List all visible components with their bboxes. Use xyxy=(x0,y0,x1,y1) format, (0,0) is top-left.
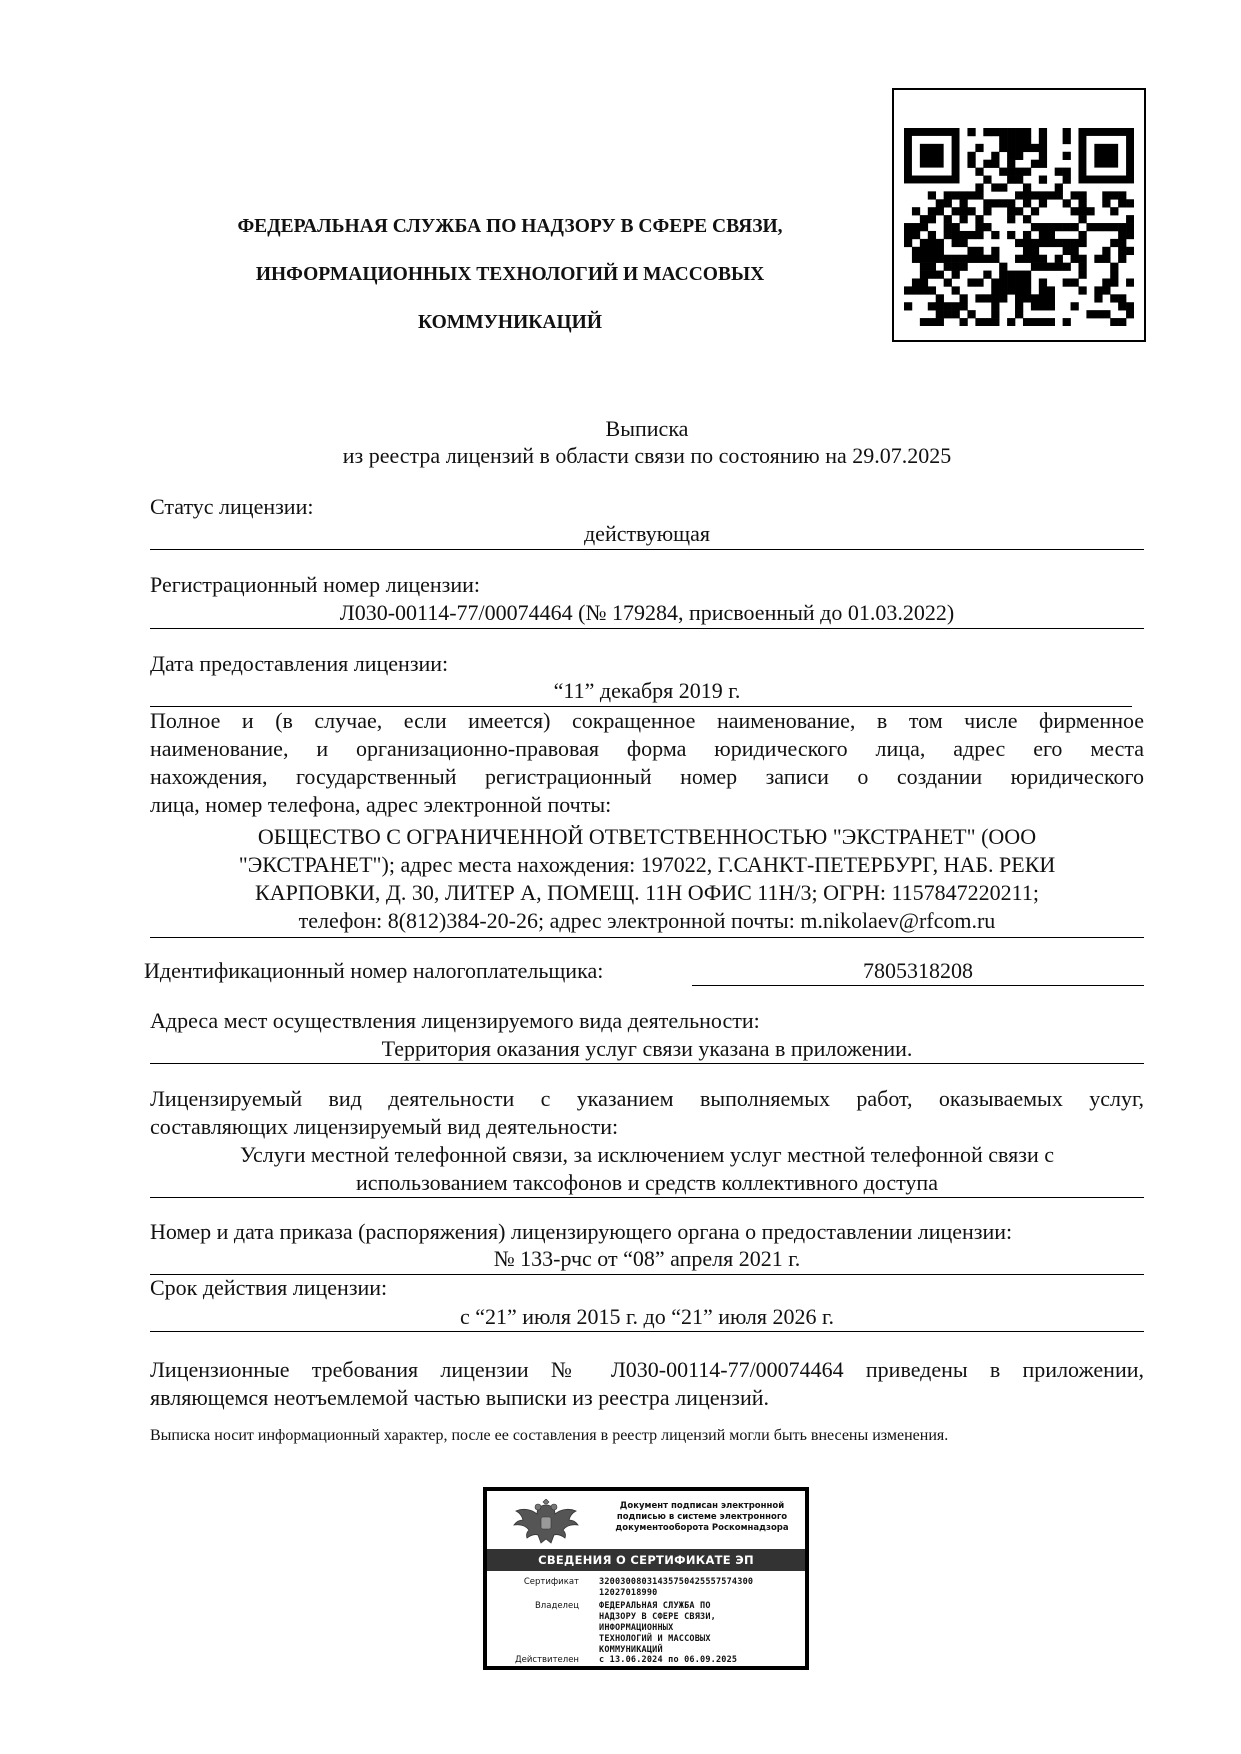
divider xyxy=(150,1063,1144,1064)
reg-number-label: Регистрационный номер лицензии: xyxy=(150,572,481,597)
reg-number-value: Л030-00114-77/00074464 (№ 179284, присвоенный до 01.03.2022) xyxy=(339,600,955,625)
entity-value xyxy=(150,823,1144,935)
activity-value xyxy=(150,1141,1144,1197)
document-title: Выписка xyxy=(605,416,689,441)
owner-value xyxy=(599,1601,804,1656)
agency-title-line-2: ИНФОРМАЦИОННЫХ ТЕХНОЛОГИЙ И МАССОВЫХ xyxy=(255,264,765,285)
activity-label xyxy=(150,1085,1144,1141)
owner-line: КОММУНИКАЦИЙ xyxy=(599,1645,663,1655)
divider xyxy=(150,1331,1144,1332)
status-label: Статус лицензии: xyxy=(150,494,314,519)
requirements-line: Лицензионные требования лицензии № Л030-00114-77/00074464 приведены в приложении, xyxy=(150,1357,1144,1382)
addresses-value: Территория оказания услуг связи указана в приложении. xyxy=(381,1036,913,1061)
order-value: № 133-рчс от “08” апреля 2021 г. xyxy=(493,1246,801,1271)
owner-line: ИНФОРМАЦИОННЫХ xyxy=(599,1623,674,1633)
valid-label: Действителен xyxy=(515,1655,579,1665)
stamp-header: СВЕДЕНИЯ О СЕРТИФИКАТЕ ЭП xyxy=(487,1549,805,1571)
divider xyxy=(150,937,1144,938)
double-headed-eagle-icon xyxy=(511,1499,581,1545)
entity-label-line: лица, номер телефона, адрес электронной почты: xyxy=(150,792,612,817)
entity-label-line: наименование, и организационно-правовая форма юридического лица, адрес его места xyxy=(150,736,1144,761)
activity-value-line: использованием таксофонов и средств коллективного доступа xyxy=(356,1170,938,1195)
order-label: Номер и дата приказа (распоряжения) лицензирующего органа о предоставлении лицензии: xyxy=(150,1219,1013,1244)
divider xyxy=(150,628,1144,629)
owner-line: ФЕДЕРАЛЬНАЯ СЛУЖБА ПО xyxy=(599,1601,711,1611)
activity-label-line: Лицензируемый вид деятельности с указанием выполняемых работ, оказываемых услуг, xyxy=(150,1086,1144,1111)
validity-value: с “21” июля 2015 г. до “21” июля 2026 г. xyxy=(459,1304,835,1329)
entity-value-line: "ЭКСТРАНЕТ"); адрес места нахождения: 197022, Г.САНКТ-ПЕТЕРБУРГ, НАБ. РЕКИ xyxy=(238,852,1056,877)
signature-stamp xyxy=(483,1487,809,1670)
stamp-note-line: подписью в системе электронного xyxy=(616,1512,788,1522)
owner-line: НАДЗОРУ В СФЕРЕ СВЯЗИ, xyxy=(599,1612,716,1622)
disclaimer: Выписка носит информационный характер, после ее составления в реестр лицензий могли быть внесены изменения. xyxy=(150,1427,949,1444)
owner-label: Владелец xyxy=(534,1601,579,1611)
certificate-line: 12027018990 xyxy=(599,1588,658,1598)
owner-line: ТЕХНОЛОГИЙ И МАССОВЫХ xyxy=(599,1634,711,1644)
validity-label: Срок действия лицензии: xyxy=(150,1275,388,1300)
certificate-line: 32003008031435750425557574300 xyxy=(599,1577,754,1587)
qr-code-icon xyxy=(892,88,1146,342)
entity-label-line: Полное и (в случае, если имеется) сокращенное наименование, в том числе фирменное xyxy=(150,708,1144,733)
inn-value: 7805318208 xyxy=(863,958,973,983)
agency-title-line-3: КОММУНИКАЦИЙ xyxy=(417,312,602,333)
activity-value-line: Услуги местной телефонной связи, за исключением услуг местной телефонной связи с xyxy=(240,1142,1054,1167)
entity-label xyxy=(150,707,1144,819)
entity-value-line: КАРПОВКИ, Д. 30, ЛИТЕР А, ПОМЕЩ. 11Н ОФИС 11Н/3; ОГРН: 1157847220211; xyxy=(255,880,1039,905)
inn-label: Идентификационный номер налогоплательщика: xyxy=(144,958,604,983)
divider xyxy=(692,985,1144,986)
status-value: действующая xyxy=(583,521,710,546)
entity-label-line: нахождения, государственный регистрационный номер записи о создании юридического xyxy=(150,764,1144,789)
valid-value: с 13.06.2024 по 06.09.2025 xyxy=(599,1655,738,1665)
addresses-label: Адреса мест осуществления лицензируемого вида деятельности: xyxy=(150,1008,760,1033)
certificate-label: Сертификат xyxy=(523,1577,579,1587)
requirements-line: являющемся неотъемлемой частью выписки из реестра лицензий. xyxy=(150,1385,769,1410)
entity-value-line: ОБЩЕСТВО С ОГРАНИЧЕННОЙ ОТВЕТСТВЕННОСТЬЮ "ЭКСТРАНЕТ" (ООО xyxy=(257,824,1037,849)
stamp-note xyxy=(607,1501,797,1534)
divider xyxy=(150,1197,1144,1198)
issue-date-value: “11” декабря 2019 г. xyxy=(553,678,741,703)
issue-date-label: Дата предоставления лицензии: xyxy=(150,651,449,676)
entity-value-line: телефон: 8(812)384-20-26; адрес электронной почты: m.nikolaev@rfcom.ru xyxy=(298,908,996,933)
certificate-value xyxy=(599,1577,804,1599)
document-subtitle: из реестра лицензий в области связи по состоянию на 29.07.2025 xyxy=(342,443,952,468)
requirements-text xyxy=(150,1356,1144,1412)
divider xyxy=(150,549,1144,550)
stamp-note-line: Документ подписан электронной xyxy=(619,1501,785,1511)
activity-label-line: составляющих лицензируемый вид деятельности: xyxy=(150,1114,619,1139)
stamp-note-line: документооборота Роскомнадзора xyxy=(615,1523,789,1533)
agency-title-line-1: ФЕДЕРАЛЬНАЯ СЛУЖБА ПО НАДЗОРУ В СФЕРЕ СВЯЗИ, xyxy=(237,216,783,237)
